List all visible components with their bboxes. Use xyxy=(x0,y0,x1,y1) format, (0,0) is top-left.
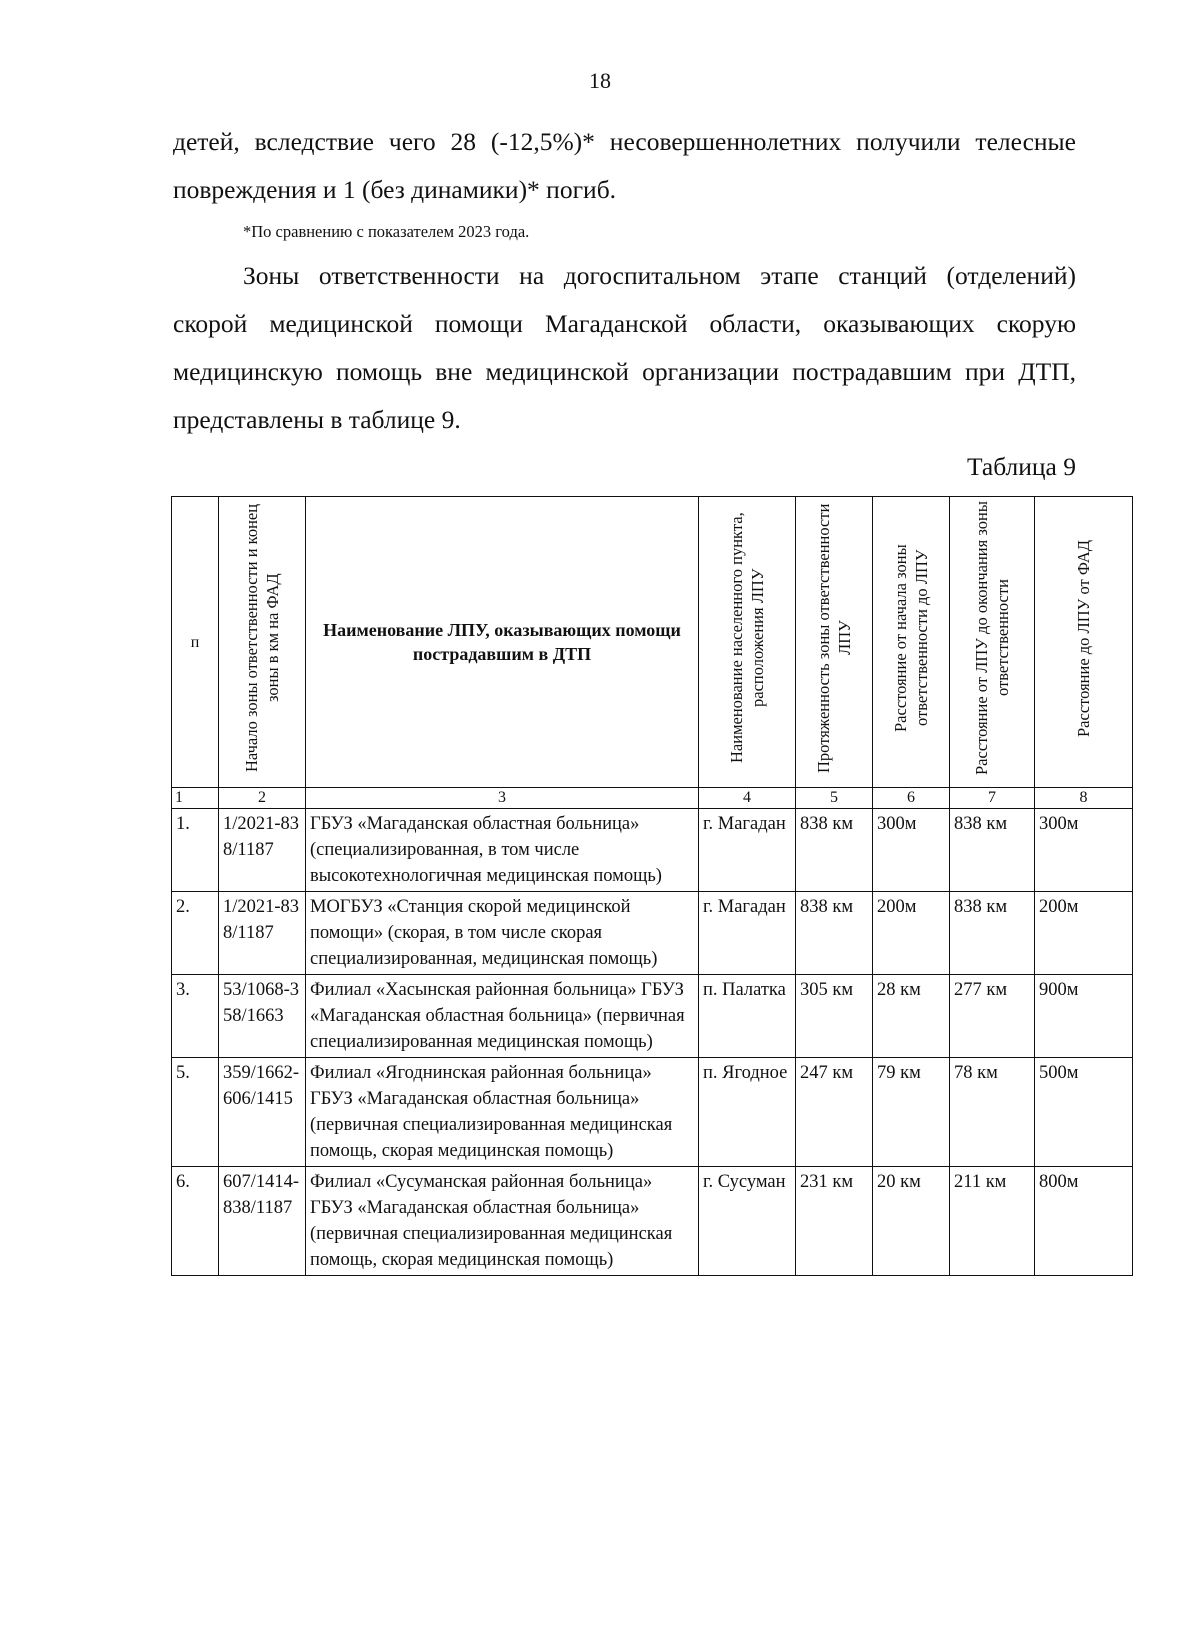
cell-name: Филиал «Ягоднинская районная больница» ГБУЗ «Магаданская областная больница» (первичная специализированная медицинская помощь, скорая медицинская помощь) xyxy=(306,1058,699,1167)
cell-dist-start: 20 км xyxy=(873,1167,950,1276)
cell-zone: 53/1068-358/1663 xyxy=(219,975,306,1058)
cell-dist-fad: 900м xyxy=(1035,975,1133,1058)
header-zone-label: Начало зоны ответственности и конец зоны в км на ФАД xyxy=(242,503,282,773)
cell-zone: 1/2021-838/1187 xyxy=(219,809,306,892)
column-number: 7 xyxy=(950,788,1035,809)
cell-dist-start: 300м xyxy=(873,809,950,892)
cell-dist-end: 838 км xyxy=(950,892,1035,975)
table-row xyxy=(172,892,1133,975)
header-dist-start xyxy=(873,497,950,788)
header-settlement-label: Наименование населенного пункта, расположения ЛПУ xyxy=(727,512,767,764)
header-zone xyxy=(219,497,306,788)
cell-length: 247 км xyxy=(796,1058,873,1167)
cell-length: 838 км xyxy=(796,809,873,892)
header-length xyxy=(796,497,873,788)
cell-settlement: п. Ягодное xyxy=(699,1058,796,1167)
paragraph-zones: Зоны ответственности на догоспитальном этапе станций (отделений) скорой медицинской помощи Магаданской области, оказывающих скорую медицинскую помощь вне медицинской организации пострадавшим при ДТП, представлены в таблице 9. xyxy=(173,261,1076,434)
cell-n: 3. xyxy=(172,975,219,1058)
page-number: 18 xyxy=(589,68,611,93)
cell-zone: 607/1414-838/1187 xyxy=(219,1167,306,1276)
header-length-label: Протяженность зоны ответственности ЛПУ xyxy=(814,503,854,773)
cell-dist-fad: 800м xyxy=(1035,1167,1133,1276)
cell-dist-end: 78 км xyxy=(950,1058,1035,1167)
cell-name: Филиал «Хасынская районная больница» ГБУЗ «Магаданская областная больница» (первичная специализированная медицинская помощь) xyxy=(306,975,699,1058)
header-n xyxy=(172,497,219,788)
table-header-row xyxy=(172,497,1133,788)
header-dist-fad-label: Расстояние до ЛПУ от ФАД xyxy=(1074,539,1093,737)
cell-settlement: г. Магадан xyxy=(699,809,796,892)
column-number-row xyxy=(172,788,1133,809)
table-row xyxy=(172,1167,1133,1276)
responsibility-zones-table xyxy=(171,496,1133,1276)
column-number: 4 xyxy=(699,788,796,809)
column-number: 1 xyxy=(172,788,219,809)
cell-zone: 359/1662-606/1415 xyxy=(219,1058,306,1167)
cell-name: МОГБУЗ «Станция скорой медицинской помощи» (скорая, в том числе скорая специализированная, медицинская помощь) xyxy=(306,892,699,975)
header-dist-fad xyxy=(1035,497,1133,788)
table-caption: Таблица 9 xyxy=(966,452,1076,481)
paragraph-intro: детей, вследствие чего 28 (-12,5%)* несовершеннолетних получили телесные повреждения и 1 (без динамики)* погиб. xyxy=(173,127,1076,204)
cell-n: 2. xyxy=(172,892,219,975)
cell-n: 5. xyxy=(172,1058,219,1167)
header-n-label: п xyxy=(190,633,200,651)
cell-dist-start: 79 км xyxy=(873,1058,950,1167)
cell-length: 231 км xyxy=(796,1167,873,1276)
cell-name: Филиал «Сусуманская районная больница» ГБУЗ «Магаданская областная больница» (первичная специализированная медицинская помощь, скорая медицинская помощь) xyxy=(306,1167,699,1276)
cell-settlement: г. Магадан xyxy=(699,892,796,975)
column-number: 8 xyxy=(1035,788,1133,809)
header-dist-end xyxy=(950,497,1035,788)
cell-settlement: п. Палатка xyxy=(699,975,796,1058)
header-dist-start-label: Расстояние от начала зоны ответственности до ЛПУ xyxy=(891,544,931,732)
header-name-label: Наименование ЛПУ, оказывающих помощи пострадавшим в ДТП xyxy=(323,620,681,664)
cell-dist-fad: 300м xyxy=(1035,809,1133,892)
footnote: *По сравнению с показателем 2023 года. xyxy=(243,222,530,241)
cell-length: 838 км xyxy=(796,892,873,975)
cell-n: 1. xyxy=(172,809,219,892)
column-number: 6 xyxy=(873,788,950,809)
table-row xyxy=(172,809,1133,892)
column-number: 5 xyxy=(796,788,873,809)
header-dist-end-label: Расстояние от ЛПУ до окончания зоны ответственности xyxy=(972,501,1012,775)
cell-dist-start: 28 км xyxy=(873,975,950,1058)
table-row xyxy=(172,975,1133,1058)
cell-dist-fad: 500м xyxy=(1035,1058,1133,1167)
cell-dist-end: 277 км xyxy=(950,975,1035,1058)
cell-name: ГБУЗ «Магаданская областная больница» (специализированная, в том числе высокотехнологичная медицинская помощь) xyxy=(306,809,699,892)
header-name xyxy=(306,497,699,788)
header-settlement xyxy=(699,497,796,788)
cell-dist-end: 838 км xyxy=(950,809,1035,892)
cell-dist-fad: 200м xyxy=(1035,892,1133,975)
cell-length: 305 км xyxy=(796,975,873,1058)
column-number: 3 xyxy=(306,788,699,809)
column-number: 2 xyxy=(219,788,306,809)
cell-dist-start: 200м xyxy=(873,892,950,975)
cell-settlement: г. Сусуман xyxy=(699,1167,796,1276)
cell-dist-end: 211 км xyxy=(950,1167,1035,1276)
cell-n: 6. xyxy=(172,1167,219,1276)
table-row xyxy=(172,1058,1133,1167)
cell-zone: 1/2021-838/1187 xyxy=(219,892,306,975)
